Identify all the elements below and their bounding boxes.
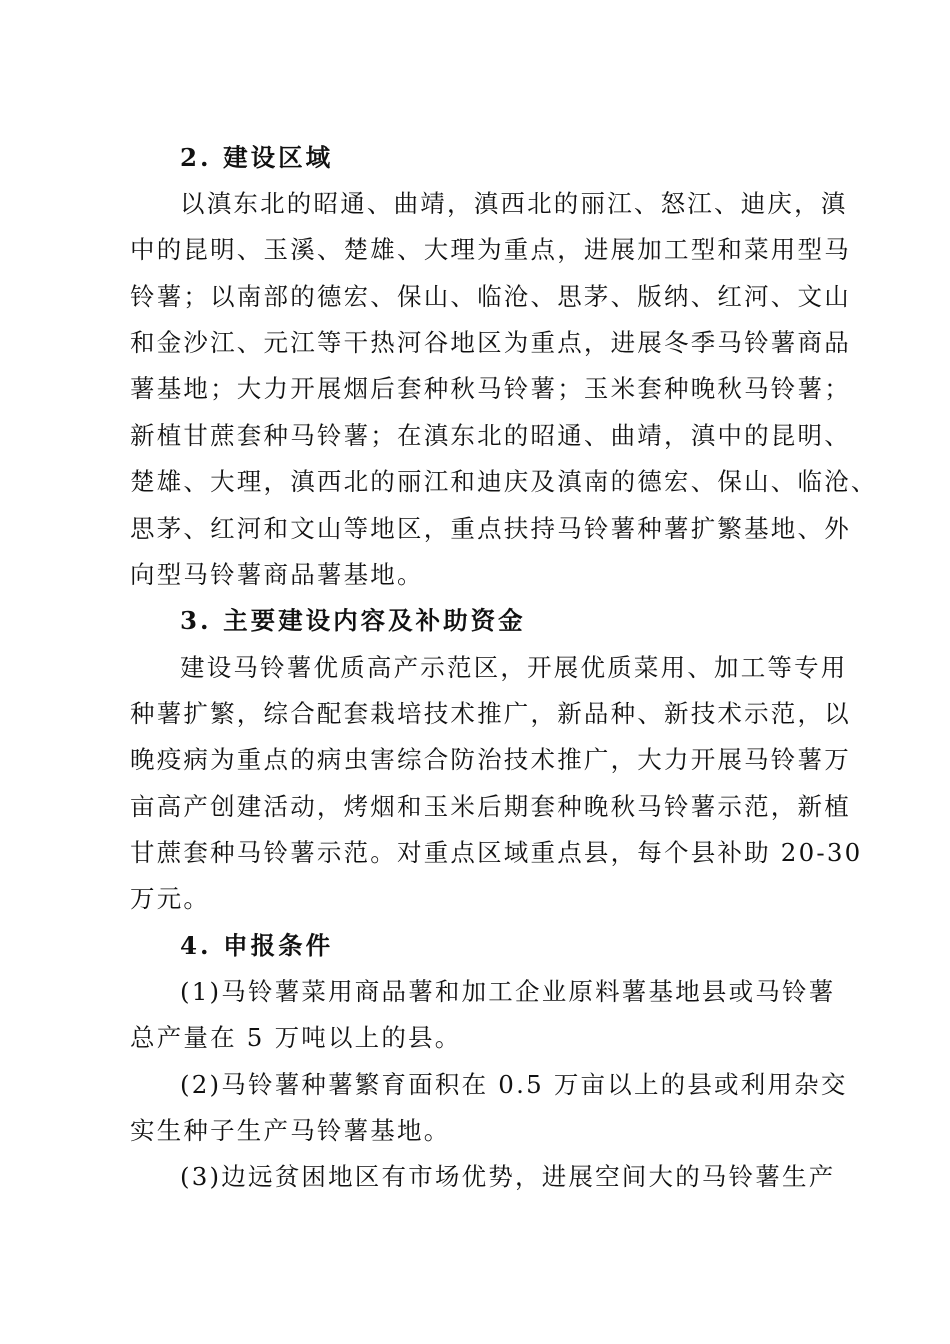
paragraph-line: 向型马铃薯商品薯基地。	[130, 560, 424, 589]
paragraph-line: (2)马铃薯种薯繁育面积在 0.5 万亩以上的县或利用杂交	[180, 1070, 848, 1099]
paragraph-line: (3)边远贫困地区有市场优势，进展空间大的马铃薯生产	[180, 1162, 836, 1191]
paragraph-line: 甘蔗套种马铃薯示范。对重点区域重点县，每个县补助 20-30	[130, 838, 863, 867]
section-heading-3: 3. 主要建设内容及补助资金	[180, 606, 526, 635]
paragraph-line: 楚雄、大理，滇西北的丽江和迪庆及滇南的德宏、保山、临沧、	[130, 467, 878, 496]
paragraph-line: (1)马铃薯菜用商品薯和加工企业原料薯基地县或马铃薯	[180, 977, 836, 1006]
paragraph-line: 亩高产创建活动，烤烟和玉米后期套种晚秋马铃薯示范，新植	[130, 792, 851, 821]
paragraph-line: 总产量在 5 万吨以上的县。	[130, 1023, 462, 1052]
paragraph-line: 实生种子生产马铃薯基地。	[130, 1116, 451, 1145]
paragraph-line: 晚疫病为重点的病虫害综合防治技术推广，大力开展马铃薯万	[130, 745, 851, 774]
paragraph-line: 铃薯；以南部的德宏、保山、临沧、思茅、版纳、红河、文山	[130, 282, 851, 311]
paragraph-line: 新植甘蔗套种马铃薯；在滇东北的昭通、曲靖，滇中的昆明、	[130, 421, 851, 450]
paragraph-line: 思茅、红河和文山等地区，重点扶持马铃薯种薯扩繁基地、外	[130, 514, 851, 543]
paragraph-line: 和金沙江、元江等干热河谷地区为重点，进展冬季马铃薯商品	[130, 328, 851, 357]
paragraph-line: 建设马铃薯优质高产示范区，开展优质菜用、加工等专用	[180, 653, 848, 682]
paragraph-line: 中的昆明、玉溪、楚雄、大理为重点，进展加工型和菜用型马	[130, 235, 851, 264]
paragraph-line: 种薯扩繁，综合配套栽培技术推广，新品种、新技术示范，以	[130, 699, 851, 728]
paragraph-line: 以滇东北的昭通、曲靖，滇西北的丽江、怒江、迪庆，滇	[180, 189, 848, 218]
paragraph-line: 薯基地；大力开展烟后套种秋马铃薯；玉米套种晚秋马铃薯；	[130, 374, 851, 403]
section-heading-2: 2. 建设区域	[180, 143, 334, 172]
section-heading-4: 4. 申报条件	[180, 931, 334, 960]
paragraph-line: 万元。	[130, 884, 211, 913]
